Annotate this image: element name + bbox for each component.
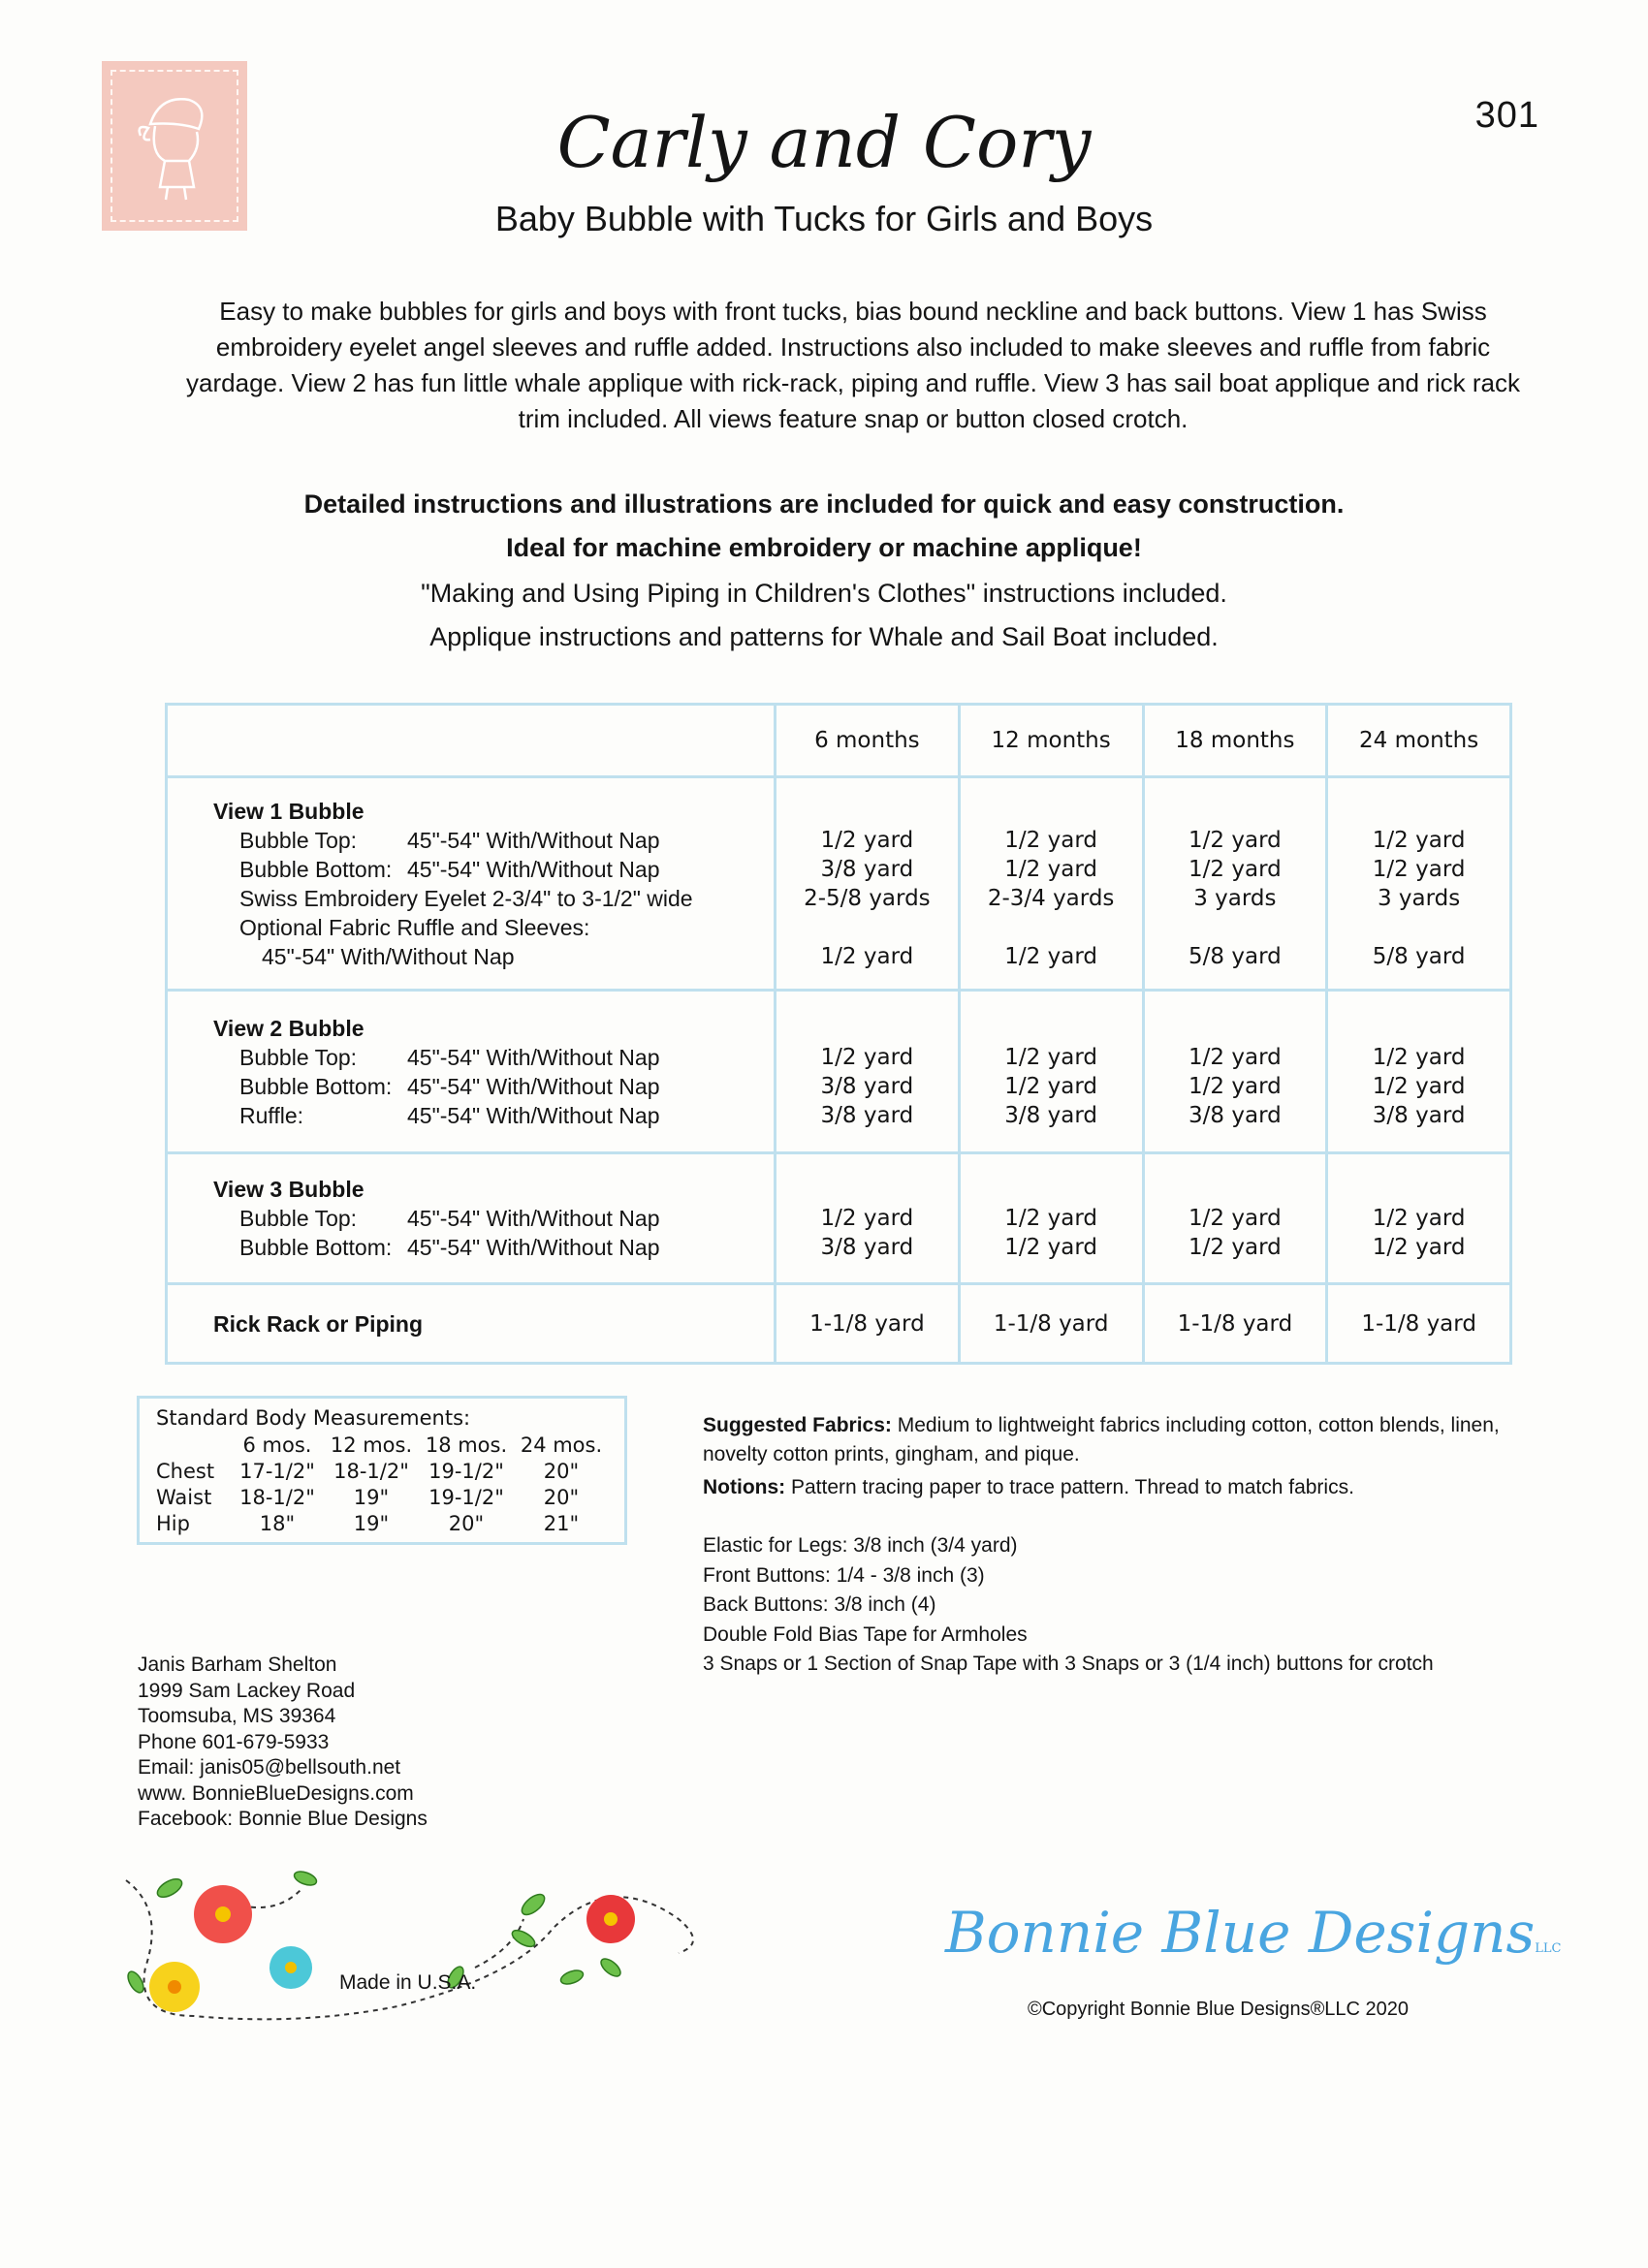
table-cell: 1-1/8 yard bbox=[959, 1284, 1143, 1364]
view1-bottom-fabric: 45"-54" With/Without Nap bbox=[407, 856, 660, 882]
view2-ruffle-fabric: 45"-54" With/Without Nap bbox=[407, 1102, 660, 1128]
notions-label: Notions: bbox=[703, 1476, 786, 1498]
view3-description bbox=[167, 1153, 776, 1284]
highlight-line: Applique instructions and patterns for Whale and Sail Boat included. bbox=[429, 622, 1219, 651]
view2-description bbox=[167, 991, 776, 1153]
measurement-value: 19-1/2" bbox=[428, 1460, 504, 1483]
table-cell: 3 yards bbox=[1377, 885, 1461, 911]
view1-eyelet: Swiss Embroidery Eyelet 2-3/4" to 3-1/2" wide bbox=[239, 885, 693, 911]
measurement-label: Chest bbox=[156, 1460, 215, 1483]
table-cell: 1/2 yard bbox=[1372, 1044, 1466, 1070]
table-row-view1 bbox=[167, 777, 1511, 991]
table-header-row bbox=[167, 705, 1511, 777]
table-cell: 2-5/8 yards bbox=[804, 885, 931, 911]
size-header: 6 months bbox=[776, 705, 960, 777]
rick-rack-title: Rick Rack or Piping bbox=[213, 1310, 424, 1337]
notions-list bbox=[703, 1531, 1575, 1680]
table-cell: 1/2 yard bbox=[1004, 827, 1097, 853]
table-cell: 1/2 yard bbox=[1372, 1073, 1466, 1099]
page-number: 301 bbox=[1474, 95, 1539, 136]
view3-bottom-label: Bubble Bottom: bbox=[239, 1235, 393, 1260]
view2-top-label: Bubble Top: bbox=[239, 1044, 358, 1070]
view2-values bbox=[959, 991, 1143, 1153]
table-cell: 1/2 yard bbox=[1188, 1235, 1282, 1260]
rick-rack-description bbox=[167, 1284, 776, 1364]
view2-title: View 2 Bubble bbox=[213, 1015, 364, 1041]
list-item: Back Buttons: 3/8 inch (4) bbox=[703, 1593, 936, 1616]
measurements-title: Standard Body Measurements: bbox=[156, 1406, 471, 1430]
brand-name: Bonnie Blue Designs bbox=[945, 1900, 1536, 1966]
measurement-size: 24 mos. bbox=[520, 1433, 603, 1457]
view2-bottom-label: Bubble Bottom: bbox=[239, 1073, 393, 1099]
measurement-value: 18-1/2" bbox=[333, 1460, 409, 1483]
table-cell: 5/8 yard bbox=[1188, 943, 1282, 969]
table-cell: 5/8 yard bbox=[1372, 943, 1466, 969]
view2-bottom-fabric: 45"-54" With/Without Nap bbox=[407, 1073, 660, 1099]
view2-values bbox=[1143, 991, 1327, 1153]
flower-vine-icon bbox=[107, 1861, 863, 2035]
measurement-value: 19" bbox=[353, 1512, 390, 1535]
table-cell: 1-1/8 yard bbox=[1143, 1284, 1327, 1364]
page-title: Carly and Cory bbox=[556, 102, 1092, 183]
size-header: 12 months bbox=[959, 705, 1143, 777]
highlight-line: Ideal for machine embroidery or machine applique! bbox=[506, 533, 1142, 562]
view1-optional: Optional Fabric Ruffle and Sleeves: bbox=[239, 914, 590, 940]
measurement-size: 6 mos. bbox=[242, 1433, 312, 1457]
table-cell: 1/2 yard bbox=[1004, 856, 1097, 882]
table-cell: 2-3/4 yards bbox=[987, 885, 1115, 911]
measurements-size-row bbox=[140, 1432, 624, 1459]
table-cell: 1/2 yard bbox=[1004, 1073, 1097, 1099]
view1-values bbox=[959, 777, 1143, 991]
measurement-value: 20" bbox=[543, 1486, 580, 1509]
brand-logo bbox=[945, 1900, 1561, 1966]
view3-bottom-fabric: 45"-54" With/Without Nap bbox=[407, 1235, 660, 1260]
measurement-size: 18 mos. bbox=[425, 1433, 508, 1457]
view3-values bbox=[1143, 1153, 1327, 1284]
table-cell: 1/2 yard bbox=[820, 1206, 914, 1231]
address-city: Toomsuba, MS 39364 bbox=[138, 1705, 336, 1727]
measurement-size: 12 mos. bbox=[330, 1433, 413, 1457]
view1-bottom-label: Bubble Bottom: bbox=[239, 856, 393, 882]
suggested-fabrics-label: Suggested Fabrics: bbox=[703, 1414, 892, 1436]
table-cell: 3/8 yard bbox=[1372, 1102, 1466, 1128]
view3-values bbox=[959, 1153, 1143, 1284]
address-email: Email: janis05@bellsouth.net bbox=[138, 1756, 401, 1779]
view1-values bbox=[1143, 777, 1327, 991]
view1-values bbox=[1327, 777, 1511, 991]
table-cell: 1-1/8 yard bbox=[776, 1284, 960, 1364]
table-cell: 3/8 yard bbox=[820, 856, 914, 882]
address-block bbox=[138, 1653, 428, 1833]
table-cell: 3/8 yard bbox=[820, 1073, 914, 1099]
view3-values bbox=[1327, 1153, 1511, 1284]
view1-optional-fabric: 45"-54" With/Without Nap bbox=[262, 943, 515, 969]
measurement-value: 21" bbox=[543, 1512, 580, 1535]
table-row-rick-rack bbox=[167, 1284, 1511, 1364]
size-header: 24 months bbox=[1327, 705, 1511, 777]
suggested-fabrics bbox=[703, 1411, 1537, 1469]
brand-suffix: LLC bbox=[1535, 1941, 1562, 1956]
table-cell: 1/2 yard bbox=[1372, 827, 1466, 853]
table-cell: 1-1/8 yard bbox=[1327, 1284, 1511, 1364]
table-cell: 1/2 yard bbox=[820, 943, 914, 969]
body-measurements-box bbox=[137, 1396, 627, 1545]
view1-top-fabric: 45"-54" With/Without Nap bbox=[407, 827, 660, 853]
table-cell: 1/2 yard bbox=[1004, 1235, 1097, 1260]
table-cell: 1/2 yard bbox=[1372, 856, 1466, 882]
measurement-label: Hip bbox=[156, 1512, 190, 1535]
measurement-value: 18-1/2" bbox=[239, 1486, 315, 1509]
table-cell: 1/2 yard bbox=[1004, 943, 1097, 969]
table-row-view3 bbox=[167, 1153, 1511, 1284]
table-cell: 1/2 yard bbox=[1188, 1206, 1282, 1231]
measurement-value: 19" bbox=[353, 1486, 390, 1509]
measurements-row bbox=[140, 1458, 624, 1485]
measurement-value: 18" bbox=[259, 1512, 296, 1535]
view1-title: View 1 Bubble bbox=[213, 798, 364, 824]
view2-values bbox=[776, 991, 960, 1153]
view3-values bbox=[776, 1153, 960, 1284]
table-cell: 1/2 yard bbox=[1004, 1206, 1097, 1231]
measurement-value: 20" bbox=[543, 1460, 580, 1483]
view1-top-label: Bubble Top: bbox=[239, 827, 358, 853]
table-cell: 3/8 yard bbox=[1188, 1102, 1282, 1128]
address-street: 1999 Sam Lackey Road bbox=[138, 1679, 356, 1702]
table-cell: 3/8 yard bbox=[820, 1102, 914, 1128]
notions bbox=[703, 1473, 1537, 1502]
measurement-value: 17-1/2" bbox=[239, 1460, 315, 1483]
suggested-fabrics-text: Medium to lightweight fabrics including cotton, cotton blends, linen, novelty cotton prints, gingham, and pique. bbox=[703, 1414, 1500, 1465]
table-cell: 1/2 yard bbox=[1188, 856, 1282, 882]
measurement-value: 19-1/2" bbox=[428, 1486, 504, 1509]
table-cell: 1/2 yard bbox=[820, 1044, 914, 1070]
list-item: Front Buttons: 1/4 - 3/8 inch (3) bbox=[703, 1563, 985, 1587]
table-cell: 3 yards bbox=[1193, 885, 1277, 911]
measurements-row bbox=[140, 1510, 624, 1537]
highlight-line: Detailed instructions and illustrations are included for quick and easy construction. bbox=[303, 489, 1345, 519]
view3-title: View 3 Bubble bbox=[213, 1177, 364, 1202]
table-row-view2 bbox=[167, 991, 1511, 1153]
table-header-blank bbox=[167, 705, 776, 777]
address-phone: Phone 601-679-5933 bbox=[138, 1730, 330, 1753]
address-website: www. BonnieBlueDesigns.com bbox=[138, 1781, 414, 1805]
yardage-table bbox=[165, 703, 1512, 1362]
measurement-label: Waist bbox=[156, 1486, 212, 1509]
view1-values bbox=[776, 777, 960, 991]
table-cell: 1/2 yard bbox=[1372, 1206, 1466, 1231]
address-facebook: Facebook: Bonnie Blue Designs bbox=[138, 1808, 428, 1830]
list-item: 3 Snaps or 1 Section of Snap Tape with 3 Snaps or 3 (1/4 inch) buttons for crotch bbox=[703, 1653, 1434, 1675]
description: Easy to make bubbles for girls and boys with front tucks, bias bound neckline and back buttons. View 1 has Swiss embroidery eyelet angel sleeves and ruffle added. Instructions also included to make sleeves and ruffle from fabric yardage. View 2 has fun little whale applique with rick-rack, piping and ruffle. View 3 has sail boat applique and rick rack trim included. All views feature snap or button closed crotch. bbox=[186, 297, 1520, 433]
made-in-label: Made in U.S.A. bbox=[339, 1971, 477, 1994]
view2-top-fabric: 45"-54" With/Without Nap bbox=[407, 1044, 660, 1070]
table-cell: 1/2 yard bbox=[1004, 1044, 1097, 1070]
notions-text: Pattern tracing paper to trace pattern. Thread to match fabrics. bbox=[791, 1476, 1354, 1498]
list-item: Elastic for Legs: 3/8 inch (3/4 yard) bbox=[703, 1534, 1018, 1557]
table-cell: 1/2 yard bbox=[1188, 1044, 1282, 1070]
table-cell: 1/2 yard bbox=[1188, 827, 1282, 853]
measurements-row bbox=[140, 1484, 624, 1511]
table-cell: 1/2 yard bbox=[820, 827, 914, 853]
table-cell: 1/2 yard bbox=[1188, 1073, 1282, 1099]
view2-ruffle-label: Ruffle: bbox=[239, 1102, 304, 1128]
view3-top-fabric: 45"-54" With/Without Nap bbox=[407, 1206, 660, 1231]
view3-top-label: Bubble Top: bbox=[239, 1206, 358, 1231]
view1-description bbox=[167, 777, 776, 991]
table-cell: 3/8 yard bbox=[1004, 1102, 1097, 1128]
view2-values bbox=[1327, 991, 1511, 1153]
highlight-line: "Making and Using Piping in Children's Clothes" instructions included. bbox=[421, 579, 1227, 608]
page-subtitle: Baby Bubble with Tucks for Girls and Boys bbox=[494, 199, 1154, 238]
table-cell: 1/2 yard bbox=[1372, 1235, 1466, 1260]
address-name: Janis Barham Shelton bbox=[138, 1654, 337, 1676]
table-cell: 3/8 yard bbox=[820, 1235, 914, 1260]
copyright: ©Copyright Bonnie Blue Designs®LLC 2020 bbox=[1028, 1999, 1410, 2020]
list-item: Double Fold Bias Tape for Armholes bbox=[703, 1622, 1028, 1646]
measurement-value: 20" bbox=[448, 1512, 485, 1535]
size-header: 18 months bbox=[1143, 705, 1327, 777]
